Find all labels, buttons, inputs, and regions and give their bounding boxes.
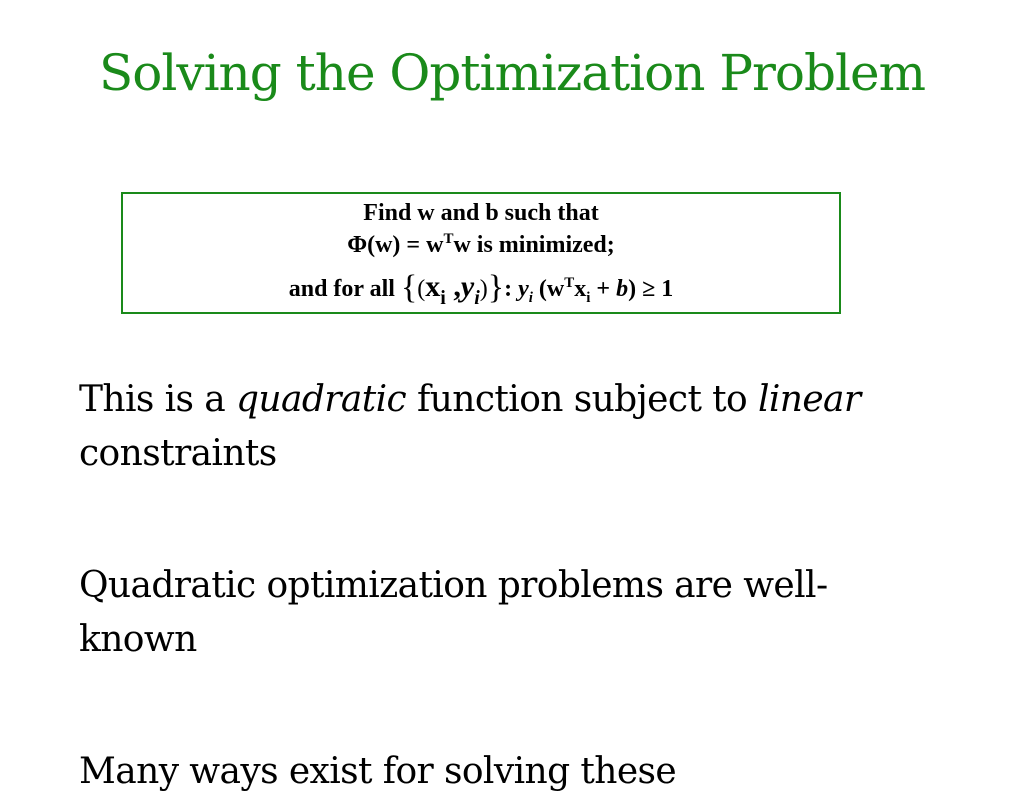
pair-comma: ,	[445, 270, 461, 303]
formula-line-2	[123, 230, 839, 263]
pair-paren-close: )	[479, 276, 488, 302]
constraint-end: ) ≥ 1	[628, 276, 674, 302]
constraint-transpose: T	[564, 275, 575, 291]
objective-rest: w is minimized;	[453, 232, 615, 258]
objective-phi: Φ(w) = w	[347, 232, 444, 258]
paragraph-quadratic	[79, 373, 939, 481]
paragraph-well-known: Quadratic optimization problems are well-known	[79, 565, 828, 660]
constraint-b: b	[616, 276, 629, 302]
constraint-y: y	[518, 276, 529, 302]
p1-emphasis-linear: linear	[757, 379, 861, 420]
transpose-superscript: T	[443, 231, 454, 247]
pair-x: x	[425, 270, 441, 303]
constraint-open: (w	[532, 276, 565, 302]
formula-box	[121, 192, 841, 314]
constraint-plus: +	[590, 276, 617, 302]
constraint-colon: :	[504, 276, 519, 302]
set-brace-close: }	[487, 269, 505, 306]
pair-paren-open: (	[417, 276, 426, 302]
paragraph-many-ways: Many ways exist for solving these	[79, 751, 677, 792]
constraint-prefix: and for all	[288, 276, 401, 302]
formula-line-1: Find w and b such that	[363, 200, 599, 226]
pair-x-subscript: i	[440, 287, 446, 309]
constraint-x-subscript: i	[586, 290, 591, 306]
constraint-x: x	[574, 276, 587, 302]
formula-line-3	[123, 268, 839, 310]
slide-title: Solving the Optimization Problem	[98, 44, 926, 102]
p1-emphasis-quadratic: quadratic	[235, 379, 407, 420]
constraint-y-subscript: i	[528, 290, 533, 306]
pair-y-subscript: i	[474, 287, 480, 309]
p1-text-start: This is a	[79, 379, 236, 420]
set-brace-open: {	[400, 269, 418, 306]
p1-text-end: constraints	[79, 433, 277, 474]
pair-y: y	[460, 270, 475, 303]
p1-text-middle: function subject to	[406, 379, 758, 420]
